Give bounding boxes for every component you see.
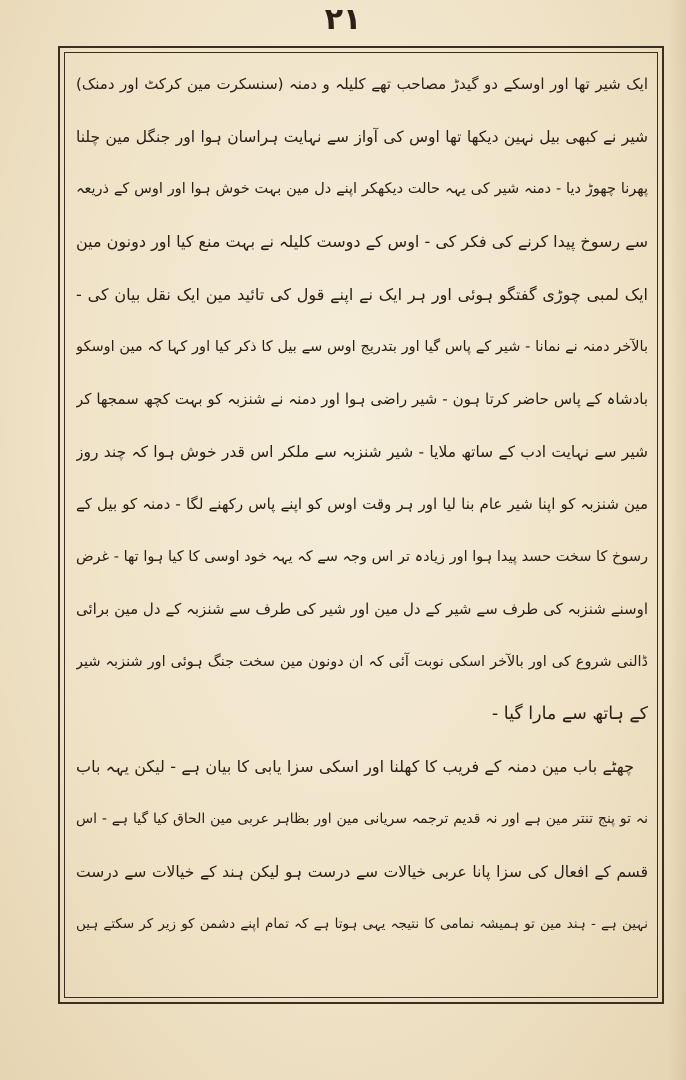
- text-line: شیر سے نہایت ادب کے ساتھ ملایا - شیر شنزبہ سے ملکر اس قدر خوش ہوا کہ چند روز: [76, 442, 648, 461]
- page-edge-shadow: [668, 0, 686, 1080]
- text-line: شیر نے کبھی بیل نہین دیکھا تھا اوس کی آواز سے نہایت ہراسان ہوا اور جنگل مین چلنا: [76, 127, 648, 146]
- page-number: ۲۱: [324, 2, 362, 37]
- body-text: [76, 58, 648, 988]
- text-line: بادشاہ کے پاس حاضر کرتا ہون - شیر راضی ہوا اور دمنہ نے شنزبہ کو بہت کچھ سمجھا کر: [76, 390, 648, 409]
- paragraph-start-line: چھٹے باب مین دمنہ کے فریب کا کھلنا اور اسکی سزا یابی کا بیان ہے - لیکن یہہ باب: [76, 757, 634, 777]
- paragraph-end-line: کے ہاتھ سے مارا گیا -: [491, 704, 648, 725]
- text-line: بالآخر دمنہ نے نمانا - شیر کے پاس گیا اور بتدریج اوس سے بیل کا ذکر کیا اور کہا کہ مین اوسکو: [76, 338, 648, 355]
- text-line: ایک شیر تھا اور اوسکے دو گیدڑ مصاحب تھے کلیلہ و دمنہ (سنسکرت مین کرکٹ اور دمنک): [76, 75, 648, 94]
- text-line: نہ تو پنج تنتر مین ہے اور نہ قدیم ترجمہ سریانی مین اور بظاہر عربی مین الحاق کیا گیا ہے - اس: [76, 811, 648, 828]
- text-line: پھرنا چھوڑ دیا - دمنہ شیر کی یہہ حالت دیکھکر اپنے دل مین بہت خوش ہوا اور اوس کے ذریعہ: [76, 181, 648, 198]
- text-line: سے رسوخ پیدا کرنے کی فکر کی - اوس کے دوست کلیلہ نے بہت منع کیا اور دونون مین: [76, 232, 648, 252]
- text-line: اوسنے شنزبہ کی طرف سے شیر کے دل مین اور شیر کی طرف سے شنزبہ کے دل مین برائی: [76, 600, 648, 619]
- text-line: ایک لمبی چوڑی گفتگو ہوئی اور ہر ایک نے اپنے قول کی تائید مین ایک نقل بیان کی -: [76, 284, 648, 304]
- text-line: ڈالنی شروع کی اور بالآخر اسکی نوبت آئی کہ ان دونون مین سخت جنگ ہوئی اور شنزبہ شیر: [76, 653, 648, 670]
- text-line: قسم کے افعال کی سزا پانا عربی خیالات سے درست ہو لیکن ہند کے خیالات سے درست: [76, 862, 648, 881]
- text-line: نہین ہے - ہند مین تو ہمیشہ نمامی کا نتیجہ یہی ہوتا ہے کہ تمام اپنے دشمن کو زیر کر سکتے ہیں: [76, 916, 648, 933]
- text-line: مین شنزبہ کو اپنا شیر عام بنا لیا اور ہر وقت اوس کو اپنے پاس رکھنے لگا - دمنہ کو بیل کے: [76, 495, 648, 514]
- text-line: رسوخ کا سخت حسد پیدا ہوا اور زیادہ تر اس وجہ سے کہ یہہ خود اوسی کا کیا ہوا تھا - غرض: [76, 548, 648, 565]
